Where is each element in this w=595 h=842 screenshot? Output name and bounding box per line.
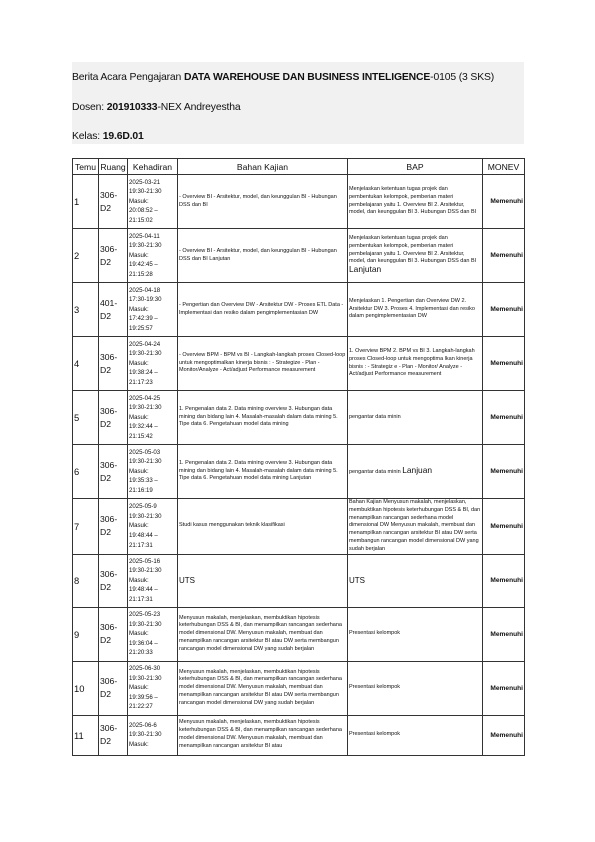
cell-bahan-kajian: - Overview BI - Arsitektur, model, dan keunggulan BI - Hubungan DSS dan BI bbox=[178, 175, 348, 229]
dosen-line bbox=[72, 102, 241, 113]
header-bap: BAP bbox=[348, 159, 483, 175]
document-title bbox=[72, 72, 494, 83]
cell-monev: Memenuhi bbox=[483, 554, 525, 607]
cell-bap bbox=[348, 391, 483, 445]
cell-kehadiran: 2025-04-18 17:30-19:30 Masuk: 17:42:39 – 19:25:57 bbox=[128, 283, 178, 337]
cell-ruang: 306-D2 bbox=[99, 607, 128, 661]
dosen-id: 201910333 bbox=[106, 102, 158, 113]
cell-kehadiran: 2025-05-23 19:30-21:30 Masuk: 19:36:04 – 21:20:33 bbox=[128, 607, 178, 661]
header-monev: MONEV bbox=[483, 159, 525, 175]
cell-bap bbox=[348, 715, 483, 755]
cell-bahan-kajian: - Overview BI - Arsitektur, model, dan keunggulan BI - Hubungan DSS dan BI Lanjutan bbox=[178, 229, 348, 283]
bap-text: Menjelaskan ketentuan tugas projek dan pembentukan kelompok, pemberian materi pembelajaran yaitu 1. Overview BI 2. Arsitektur, model, dan keunggulan BI 3. Hubungan DSS dan BI bbox=[349, 235, 477, 265]
cell-temu: 7 bbox=[73, 499, 99, 555]
bap-text: Presentasi kelompok bbox=[349, 630, 401, 637]
table-row bbox=[73, 499, 525, 555]
cell-temu: 6 bbox=[73, 445, 99, 499]
bap-text: Bahan Kajian Menyusun makalah, menjelaskan, membuktikan hipotesis keterhubungan DSS & BI, dan menampilkan rancangan sederhana model dimensional DW Menyusun makalah, membuat dan menampilkan rancangan arsitektur BI atau DW serta membangun rancangan model dimensional DW yang sudah berjalan bbox=[349, 499, 481, 552]
cell-monev: Memenuhi bbox=[483, 175, 525, 229]
cell-ruang: 401-D2 bbox=[99, 283, 128, 337]
table-row bbox=[73, 391, 525, 445]
cell-kehadiran: 2025-06-6 19:30-21:30 Masuk: bbox=[128, 715, 178, 755]
cell-monev: Memenuhi bbox=[483, 715, 525, 755]
bap-text: Menjelaskan ketentuan tugas projek dan pembentukan kelompok, pemberian materi pembelajaran yaitu 1. Overview BI 2. Arsitektur, model, dan keunggulan BI 3. Hubungan DSS dan BI bbox=[349, 185, 477, 216]
cell-bap bbox=[348, 607, 483, 661]
cell-temu: 11 bbox=[73, 715, 99, 755]
title-prefix: Berita Acara Pengajaran bbox=[72, 72, 184, 83]
cell-bahan-kajian: 1. Pengenalan data 2. Data mining overview 3. Hubungan data mining dan bidang lain 4. Masalah-masalah dalam data mining 5. Tipe data 6. Pengetahuan model data mining bbox=[178, 391, 348, 445]
bap-text: pengantar data minin bbox=[349, 468, 401, 475]
cell-kehadiran: 2025-04-24 19:30-21:30 Masuk: 19:38:24 – 21:17:23 bbox=[128, 337, 178, 391]
cell-bap bbox=[348, 175, 483, 229]
course-name: DATA WAREHOUSE DAN BUSINESS INTELIGENCE bbox=[183, 72, 431, 83]
cell-bahan-kajian: UTS bbox=[178, 554, 348, 607]
cell-temu: 10 bbox=[73, 661, 99, 715]
cell-ruang: 306-D2 bbox=[99, 554, 128, 607]
table-row bbox=[73, 607, 525, 661]
cell-kehadiran: 2025-03-21 19:30-21:30 Masuk: 20:08:52 – 21:15:02 bbox=[128, 175, 178, 229]
cell-bahan-kajian: 1. Pengenalan data 2. Data mining overview 3. Hubungan data mining dan bidang lain 4. Masalah-masalah dalam data mining 5. Tipe data 6. Pengetahuan model data mining Lanjutan bbox=[178, 445, 348, 499]
cell-kehadiran: 2025-05-16 19:30-21:30 Masuk: 19:48:44 – 21:17:31 bbox=[128, 554, 178, 607]
bap-text: 1. Overview BPM 2. BPM vs BI 3. Langkah-langkah proses Closed-loop untuk mengoptima lkan kinerja bisnis : - Strategiz e - Plan - Monitor/ Analyze - Act/adjust Performance measurement bbox=[349, 347, 475, 378]
cell-monev: Memenuhi bbox=[483, 229, 525, 283]
cell-bahan-kajian: - Overview BPM - BPM vs BI - Langkah-langkah proses Closed-loop untuk mengoptimalkan kinerja bisnis : - Strategize - Plan - Monitor/Analyze - Act/adjust Performance measurement bbox=[178, 337, 348, 391]
cell-bahan-kajian: - Pengertian dan Overview DW - Arsitektur DW - Proses ETL Data - Implementasi dan resiko dalam pengimplementasian DW bbox=[178, 283, 348, 337]
cell-ruang: 306-D2 bbox=[99, 175, 128, 229]
cell-monev: Memenuhi bbox=[483, 445, 525, 499]
cell-ruang: 306-D2 bbox=[99, 391, 128, 445]
cell-monev: Memenuhi bbox=[483, 499, 525, 555]
table-row bbox=[73, 229, 525, 283]
cell-bap bbox=[348, 661, 483, 715]
cell-temu: 8 bbox=[73, 554, 99, 607]
cell-kehadiran: 2025-04-11 19:30-21:30 Masuk: 19:42:45 – 21:15:28 bbox=[128, 229, 178, 283]
cell-monev: Memenuhi bbox=[483, 391, 525, 445]
cell-bahan-kajian: Studi kasus menggunakan teknik klasifikasi bbox=[178, 499, 348, 555]
cell-monev: Memenuhi bbox=[483, 661, 525, 715]
cell-bap bbox=[348, 229, 483, 283]
cell-ruang: 306-D2 bbox=[99, 229, 128, 283]
cell-monev: Memenuhi bbox=[483, 337, 525, 391]
cell-bap bbox=[348, 337, 483, 391]
table-row bbox=[73, 554, 525, 607]
table-row bbox=[73, 283, 525, 337]
cell-monev: Memenuhi bbox=[483, 283, 525, 337]
bap-text: pengantar data minin bbox=[349, 413, 401, 420]
cell-temu: 2 bbox=[73, 229, 99, 283]
bap-extra-note: Lanjuan bbox=[402, 464, 433, 475]
table-row bbox=[73, 445, 525, 499]
header-ruang: Ruang bbox=[99, 159, 128, 175]
cell-bap bbox=[348, 445, 483, 499]
bap-text: Presentasi kelompok bbox=[349, 684, 401, 691]
cell-ruang: 306-D2 bbox=[99, 715, 128, 755]
kelas-label: Kelas: bbox=[72, 131, 103, 142]
cell-temu: 9 bbox=[73, 607, 99, 661]
cell-bap bbox=[348, 283, 483, 337]
bap-text: Menjelaskan 1. Pengertian dan Overview DW 2. Arsitektur DW 3. Proses 4. Implementasi dan resiko dalam pengimplementasian DW bbox=[349, 297, 475, 320]
bap-extra-note: Lanjutan bbox=[349, 264, 382, 275]
header-temu: Temu bbox=[73, 159, 99, 175]
cell-temu: 1 bbox=[73, 175, 99, 229]
cell-bap bbox=[348, 554, 483, 607]
cell-kehadiran: 2025-04-25 19:30-21:30 Masuk: 19:32:44 – 21:15:42 bbox=[128, 391, 178, 445]
dosen-label: Dosen: bbox=[72, 102, 107, 113]
attendance-table bbox=[72, 158, 525, 756]
table-row bbox=[73, 715, 525, 755]
cell-kehadiran: 2025-06-30 19:30-21:30 Masuk: 19:39:56 – 21:22:27 bbox=[128, 661, 178, 715]
cell-bap bbox=[348, 499, 483, 555]
table-row bbox=[73, 175, 525, 229]
cell-ruang: 306-D2 bbox=[99, 445, 128, 499]
table-header-row bbox=[73, 159, 525, 175]
course-code: -0105 (3 SKS) bbox=[430, 72, 495, 83]
cell-ruang: 306-D2 bbox=[99, 661, 128, 715]
header-kehadiran: Kehadiran bbox=[128, 159, 178, 175]
cell-monev: Memenuhi bbox=[483, 607, 525, 661]
kelas-value: 19.6D.01 bbox=[102, 131, 144, 142]
bap-text: Presentasi kelompok bbox=[349, 731, 401, 738]
table-body bbox=[73, 175, 525, 756]
cell-temu: 5 bbox=[73, 391, 99, 445]
cell-temu: 3 bbox=[73, 283, 99, 337]
cell-kehadiran: 2025-05-03 19:30-21:30 Masuk: 19:35:33 – 21:16:19 bbox=[128, 445, 178, 499]
cell-bahan-kajian: Menyusun makalah, menjelaskan, membuktikan hipotesis keterhubungan DSS & BI, dan menampilkan rancangan sederhana model dimensional DW. Menyusun makalah, membuat dan menampilkan rancangan arsitektur BI atau bbox=[178, 715, 348, 755]
table-row bbox=[73, 337, 525, 391]
cell-ruang: 306-D2 bbox=[99, 499, 128, 555]
table-row bbox=[73, 661, 525, 715]
bap-text: UTS bbox=[349, 575, 365, 585]
cell-ruang: 306-D2 bbox=[99, 337, 128, 391]
cell-temu: 4 bbox=[73, 337, 99, 391]
cell-kehadiran: 2025-05-9 19:30-21:30 Masuk: 19:48:44 – 21:17:31 bbox=[128, 499, 178, 555]
kelas-line bbox=[72, 131, 144, 142]
cell-bahan-kajian: Menyusun makalah, menjelaskan, membuktikan hipotesis keterhubungan DSS & BI, dan menampilkan rancangan sederhana model dimensional DW. Menyusun makalah, membuat dan menampilkan rancangan arsitektur BI atau DW serta membangun rancangan model dimensional DW yang sudah berjalan bbox=[178, 607, 348, 661]
dosen-name: -NEX Andreyestha bbox=[157, 102, 241, 113]
header-bahan-kajian: Bahan Kajian bbox=[178, 159, 348, 175]
cell-bahan-kajian: Menyusun makalah, menjelaskan, membuktikan hipotesis keterhubungan DSS & BI, dan menampilkan rancangan sederhana model dimensional DW. Menyusun makalah, membuat dan menampilkan rancangan arsitektur BI atau DW serta membangun rancangan model dimensional DW yang sudah berjalan bbox=[178, 661, 348, 715]
